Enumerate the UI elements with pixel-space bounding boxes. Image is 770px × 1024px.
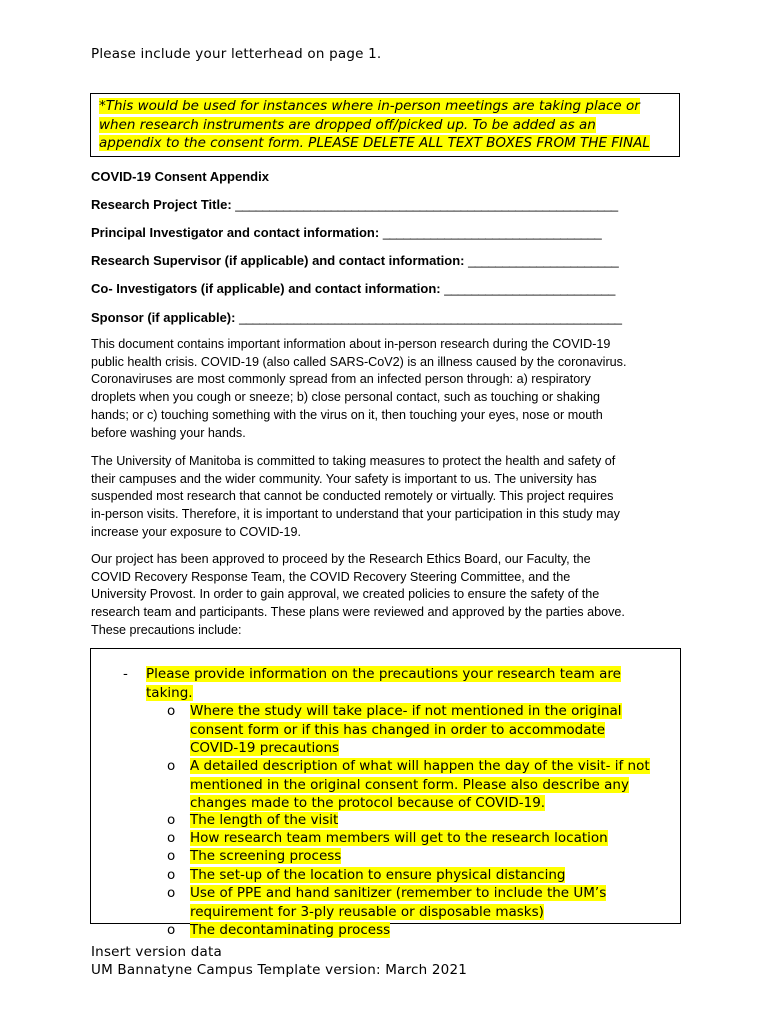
text-line: before washing your hands. — [91, 425, 246, 440]
text-line: University Provost. In order to gain approval, we created policies to ensure the safety of the — [91, 587, 600, 602]
fill-in-blank: ________________________________________________________ — [239, 310, 622, 325]
text-line: The University of Manitoba is committed to taking measures to protect the health and safety of — [91, 454, 616, 468]
section-title: COVID-19 Consent Appendix — [91, 169, 269, 184]
fill-in-blank: _________________________ — [444, 281, 615, 296]
fill-in-blank: ________________________________ — [382, 225, 602, 240]
field-label: Research Project Title: — [91, 197, 232, 212]
list-text: COVID-19 precautions — [190, 740, 340, 756]
note-text: appendix to the consent form. PLEASE DELETE ALL TEXT BOXES FROM THE FINAL — [99, 135, 650, 151]
circle-bullet: o — [167, 922, 176, 938]
text-line: droplets when you cough or sneeze; b) close personal contact, such as touching or shaking — [91, 390, 600, 405]
field-label: Principal Investigator and contact information: — [91, 225, 380, 240]
field-co-investigators — [91, 281, 615, 296]
paragraph-university-commitment — [91, 453, 691, 542]
list-text: mentioned in the original consent form. Please also describe any — [190, 776, 629, 793]
list-text: changes made to the protocol because of COVID-19. — [190, 795, 546, 811]
list-text: The length of the visit — [190, 812, 339, 828]
dash-bullet: - — [123, 666, 128, 682]
text-line: public health crisis. COVID-19 (also called SARS-CoV2) is an illness caused by the coronavirus. — [91, 354, 627, 369]
list-text: consent form or if this has changed in order to accommodate — [190, 721, 606, 738]
circle-bullet: o — [167, 812, 176, 828]
circle-bullet: o — [167, 830, 176, 846]
circle-bullet: o — [167, 758, 176, 774]
list-text: taking. — [146, 684, 193, 701]
precautions-box — [90, 648, 681, 938]
paragraph-approval — [91, 551, 691, 640]
footer-version-data: Insert version data — [91, 944, 222, 960]
circle-bullet: o — [167, 703, 176, 719]
field-research-supervisor — [91, 253, 618, 268]
fill-in-blank: ______________________ — [468, 253, 619, 268]
instructions-note-box — [90, 93, 680, 157]
text-line: These precautions include: — [91, 622, 242, 637]
fill-in-blank: ________________________________________________________ — [235, 197, 618, 212]
field-principal-investigator — [91, 225, 601, 240]
text-line: hands; or c) touching something with the virus on it, then touching your eyes, nose or mouth — [91, 407, 603, 422]
note-line — [99, 134, 671, 153]
list-text: Where the study will take place- if not mentioned in the original — [190, 703, 622, 719]
note-line — [99, 97, 671, 116]
circle-bullet: o — [167, 867, 176, 883]
note-text: *This would be used for instances where in-person meetings are taking place or — [99, 98, 640, 114]
text-line: suspended most research that cannot be conducted remotely or virtually. This project requires — [91, 489, 614, 504]
text-line: This document contains important information about in-person research during the COVID-19 — [91, 337, 611, 351]
letterhead-note: Please include your letterhead on page 1. — [91, 46, 382, 62]
text-line: COVID Recovery Response Team, the COVID Recovery Steering Committee, and the — [91, 569, 571, 584]
note-text: when research instruments are dropped off/picked up. To be added as an — [99, 116, 596, 133]
text-line: Our project has been approved to proceed by the Research Ethics Board, our Faculty, the — [91, 552, 591, 566]
circle-bullet: o — [167, 848, 176, 864]
footer-template-version: UM Bannatyne Campus Template version: March 2021 — [91, 962, 468, 978]
field-sponsor — [91, 310, 622, 325]
field-label: Sponsor (if applicable): — [91, 310, 236, 325]
note-line — [99, 116, 671, 135]
field-label: Research Supervisor (if applicable) and contact information: — [91, 253, 465, 268]
text-line: in-person visits. Therefore, it is important to understand that your participation in this study may — [91, 507, 620, 522]
text-line: increase your exposure to COVID-19. — [91, 524, 301, 539]
list-text: How research team members will get to the research location — [190, 830, 608, 846]
field-label: Co- Investigators (if applicable) and contact information: — [91, 281, 441, 296]
field-project-title — [91, 197, 618, 212]
text-line: Coronaviruses are most commonly spread from an infected person through: a) respiratory — [91, 372, 591, 387]
list-text: requirement for 3-ply reusable or disposable masks) — [190, 903, 544, 920]
circle-bullet: o — [167, 885, 176, 901]
text-line: their campuses and the wider community. Your safety is important to us. The university has — [91, 471, 597, 486]
list-text: A detailed description of what will happen the day of the visit- if not — [190, 758, 650, 774]
list-text: The decontaminating process — [190, 922, 391, 938]
list-text: The set-up of the location to ensure physical distancing — [190, 867, 566, 883]
list-text: Please provide information on the precautions your research team are — [146, 666, 621, 682]
list-text: Use of PPE and hand sanitizer (remember to include the UM’s — [190, 885, 607, 901]
list-text: The screening process — [190, 848, 342, 864]
paragraph-covid-info — [91, 336, 691, 442]
text-line: research team and participants. These plans were reviewed and approved by the parties above. — [91, 605, 625, 620]
